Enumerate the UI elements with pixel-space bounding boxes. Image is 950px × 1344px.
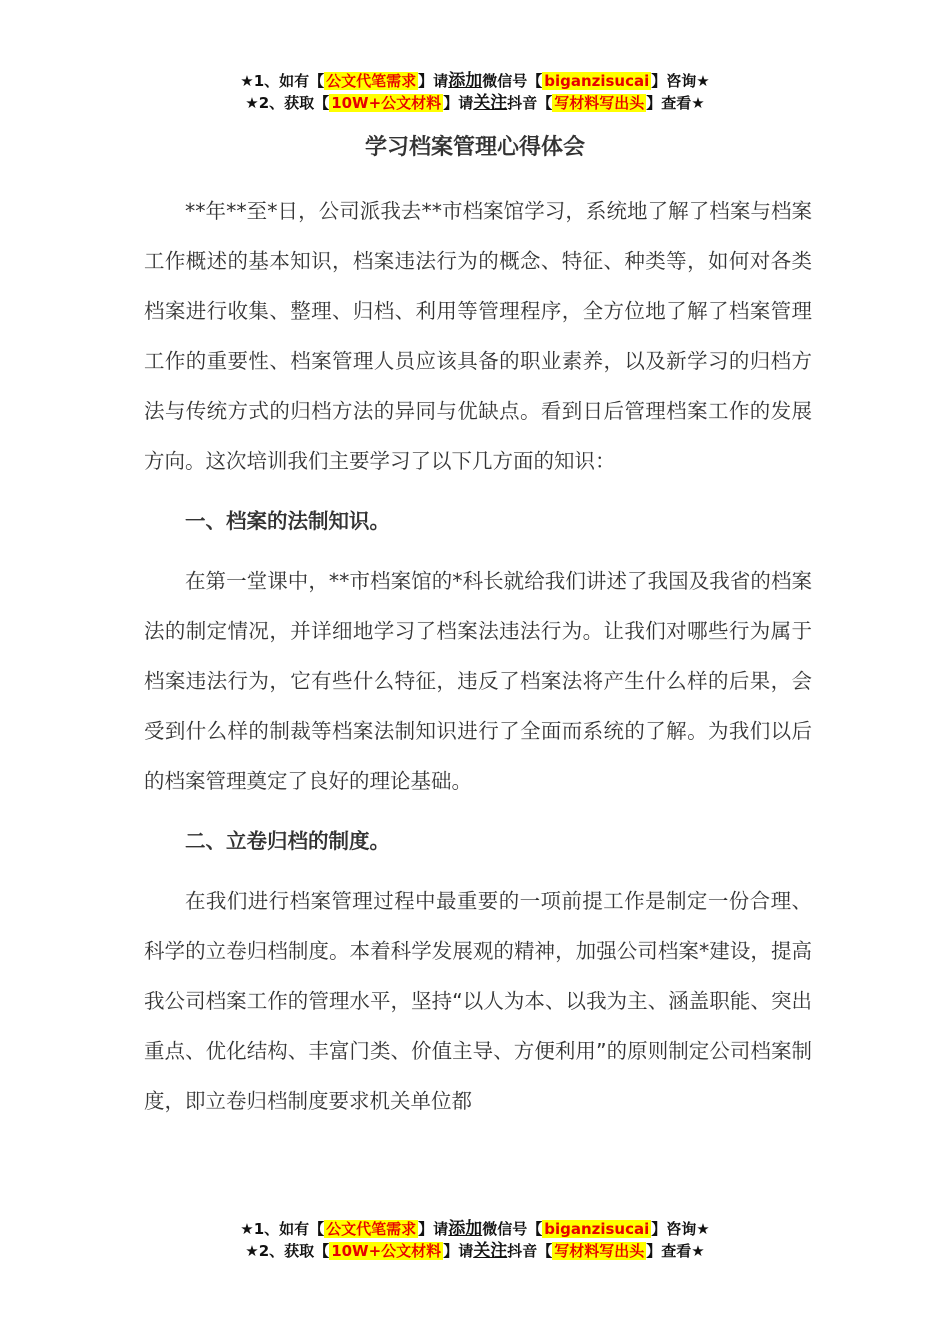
promo-underline: 关注	[473, 93, 508, 113]
promo-text: 】请	[443, 1242, 474, 1260]
promo-text: ★1、如有【	[240, 72, 325, 90]
promo-text: ★2、获取【	[245, 94, 330, 112]
promo-text: ★1、如有【	[240, 1220, 325, 1238]
promo-highlight: 写材料写出头	[554, 1242, 645, 1260]
promo-text: 】查看★	[646, 94, 705, 112]
promo-text: 微信号【	[482, 72, 543, 90]
promo-text: 抖音【	[507, 94, 553, 112]
promo-text: 】请	[443, 94, 474, 112]
promo-line-1	[0, 1218, 950, 1240]
promo-text: 】请	[418, 72, 449, 90]
promo-highlight: 10W+公文材料	[331, 94, 442, 112]
document-title: 学习档案管理心得体会	[364, 135, 585, 160]
promo-highlight: 写材料写出头	[554, 94, 645, 112]
promo-underline: 添加	[448, 1219, 483, 1239]
promo-text: ★2、获取【	[245, 1242, 330, 1260]
promo-text: 】查看★	[646, 1242, 705, 1260]
promo-highlight: 公文代笔需求	[326, 1220, 417, 1238]
promo-highlight: biganzisucai	[544, 72, 650, 90]
promo-banner-top	[0, 70, 950, 114]
section-paragraph-2: 在我们进行档案管理过程中最重要的一项前提工作是制定一份合理、科学的立卷归档制度。本着科学发展观的精神，加强公司档案*建设，提高我公司档案工作的管理水平，坚持“以人为本、以我为主、涵盖职能、突出重点、优化结构、丰富门类、价值主导、方便利用”的原则制定公司档案制度，即立卷归档制度要求机关单位都	[144, 889, 812, 1113]
promo-text: 】咨询★	[651, 72, 710, 90]
section-paragraph-1: 在第一堂课中，**市档案馆的*科长就给我们讲述了我国及我省的档案法的制定情况，并详细地学习了档案法违法行为。让我们对哪些行为属于档案违法行为，它有些什么特征，违反了档案法将产生什么样的后果，会受到什么样的制裁等档案法制知识进行了全面而系统的了解。为我们以后的档案管理奠定了良好的理论基础。	[144, 569, 812, 793]
promo-line-1	[0, 70, 950, 92]
promo-banner-bottom	[0, 1218, 950, 1262]
promo-underline: 关注	[473, 1241, 508, 1261]
promo-highlight: 10W+公文材料	[331, 1242, 442, 1260]
promo-highlight: biganzisucai	[544, 1220, 650, 1238]
document-body	[144, 186, 812, 1126]
promo-text: 】咨询★	[651, 1220, 710, 1238]
promo-text: 抖音【	[507, 1242, 553, 1260]
promo-line-2	[0, 92, 950, 114]
section-heading-1: 一、档案的法制知识。	[185, 509, 390, 533]
promo-text: 】请	[418, 1220, 449, 1238]
promo-underline: 添加	[448, 71, 483, 91]
section-heading-2: 二、立卷归档的制度。	[185, 829, 390, 853]
promo-highlight: 公文代笔需求	[326, 72, 417, 90]
intro-paragraph: **年**至*日，公司派我去**市档案馆学习，系统地了解了档案与档案工作概述的基本知识，档案违法行为的概念、特征、种类等，如何对各类档案进行收集、整理、归档、利用等管理程序，全方位地了解了档案管理工作的重要性、档案管理人员应该具备的职业素养，以及新学习的归档方法与传统方式的归档方法的异同与优缺点。看到日后管理档案工作的发展方向。这次培训我们主要学习了以下几方面的知识：	[144, 199, 812, 473]
promo-line-2	[0, 1240, 950, 1262]
promo-text: 微信号【	[482, 1220, 543, 1238]
